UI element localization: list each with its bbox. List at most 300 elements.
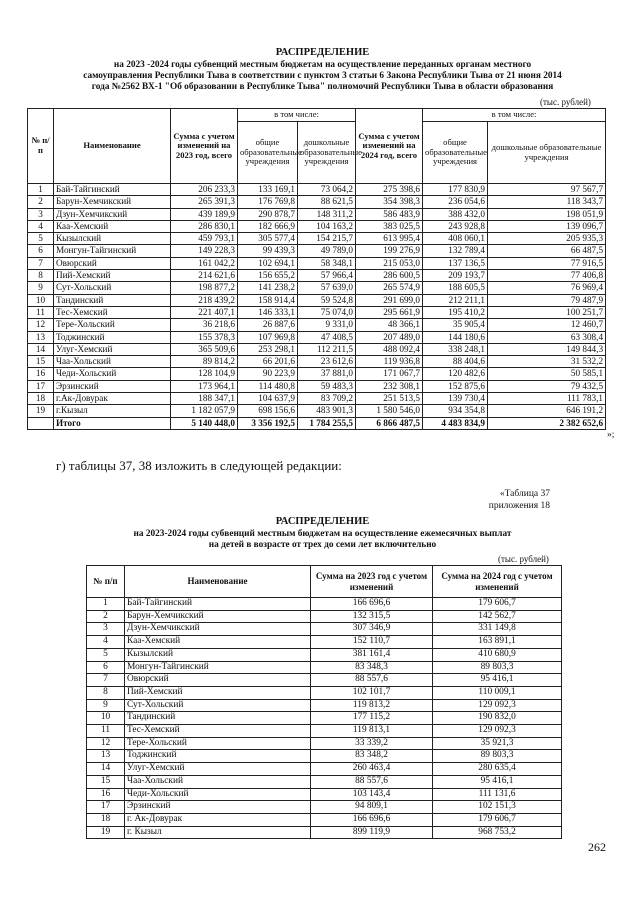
table-cell: 290 878,7 [238,208,298,220]
table-cell: 16 [87,788,125,801]
table-cell: 221 407,1 [171,306,238,318]
table-cell: 9 331,0 [298,319,356,331]
table-cell: 48 366,1 [356,319,423,331]
page-number: 262 [588,840,606,854]
table-cell: 88 557,6 [311,775,433,788]
table-cell: 968 753,2 [433,826,562,839]
table-cell: 7 [28,257,54,269]
table-cell: 35 921,3 [433,737,562,750]
table-cell: 698 156,6 [238,405,298,417]
table-cell: 3 [87,623,125,636]
table2-subtitle-line: на детей в возрасте от трех до семи лет включительно [208,540,437,550]
table-cell: 102 101,7 [311,686,433,699]
table-cell: 23 612,6 [298,356,356,368]
table-cell: 148 311,2 [298,208,356,220]
table-row [87,610,562,623]
table-cell: 146 333,1 [238,306,298,318]
table-cell: Бай-Тайгинский [125,598,311,611]
table-cell: 646 191,2 [488,405,606,417]
table-cell: Тоджинский [54,331,171,343]
table-row [87,674,562,687]
table-cell: 79 432,5 [488,380,606,392]
table-cell: 6 [28,245,54,257]
total-cell: 6 866 487,5 [356,417,423,429]
instruction-text: г) таблицы 37, 38 изложить в следующей редакции: [56,458,342,473]
table-cell: Дзун-Хемчикский [125,623,311,636]
table-row [28,196,606,208]
table-row [87,826,562,839]
table-cell: 488 092,4 [356,343,423,355]
table-cell: 260 463,4 [311,763,433,776]
table-cell: 899 119,9 [311,826,433,839]
table-cell: 338 248,1 [423,343,488,355]
table-cell: 190 832,0 [433,712,562,725]
annex-label [440,488,550,512]
table-cell: 381 161,4 [311,648,433,661]
table-cell: 18 [87,813,125,826]
table-cell: 280 635,4 [433,763,562,776]
table-row [28,245,606,257]
table-row [28,184,606,196]
table-cell: г. Ак-Довурак [125,813,311,826]
table-cell: 89 803,3 [433,750,562,763]
table-row [28,331,606,343]
table-cell: 218 439,2 [171,294,238,306]
table-cell: г.Кызыл [54,405,171,417]
table-cell: 179 606,7 [433,813,562,826]
table-cell: 132 315,5 [311,610,433,623]
table-cell: 14 [28,343,54,355]
table-row [28,319,606,331]
table-cell: 33 339,2 [311,737,433,750]
table-cell: Барун-Хемчикский [54,196,171,208]
table-cell: 161 042,2 [171,257,238,269]
table-cell: Бай-Тайгинский [54,184,171,196]
table-cell: 215 053,0 [356,257,423,269]
table-cell: 10 [87,712,125,725]
table-cell: 88 404,6 [423,356,488,368]
table-cell: Тандинский [125,712,311,725]
table-cell: 166 696,6 [311,813,433,826]
table-cell: 182 666,9 [238,220,298,232]
table-cell: 206 233,3 [171,184,238,196]
table1-body [28,184,606,430]
table-cell: 100 251,7 [488,306,606,318]
total-cell: 3 356 192,5 [238,417,298,429]
table-cell: 265 574,9 [356,282,423,294]
table-cell: Эрзинский [125,801,311,814]
table-cell: 139 096,7 [488,220,606,232]
table-cell: 177 830,9 [423,184,488,196]
col-name-header: Наименование [54,109,171,184]
col-general2024-header: общие образовательные учреждения [423,122,488,184]
table-cell: 129 092,3 [433,725,562,738]
table-cell: Барун-Хемчикский [125,610,311,623]
total-cell: 5 140 448,0 [171,417,238,429]
col-name-header: Наименование [125,566,311,598]
table1-subtitle-line: года №2562 ВХ-1 "Об образовании в Республике Тыва" полномочий Республики Тыва в области образования [91,82,554,92]
table-cell: 152 875,6 [423,380,488,392]
col-preschool2024-header: дошкольные образовательные учреждения [488,122,606,184]
table-cell: Каа-Хемский [54,220,171,232]
table-cell: 118 343,7 [488,196,606,208]
table-cell: 111 131,6 [433,788,562,801]
table-cell: 305 577,4 [238,233,298,245]
table-cell: 12 460,7 [488,319,606,331]
table-row [87,750,562,763]
table-cell: 365 509,6 [171,343,238,355]
table2-unit: (тыс. рублей) [498,554,549,564]
table1-title: РАСПРЕДЕЛЕНИЕ [275,47,370,58]
table-cell: Тес-Хемский [125,725,311,738]
table-row [28,294,606,306]
table-row [28,257,606,269]
table-cell: 75 074,0 [298,306,356,318]
table-cell: Улуг-Хемский [54,343,171,355]
table-cell: 236 054,6 [423,196,488,208]
table-cell: 120 482,6 [423,368,488,380]
table-cell: 265 391,3 [171,196,238,208]
table-cell: 95 416,1 [433,674,562,687]
table-cell: 77 406,8 [488,270,606,282]
table-cell: 88 621,5 [298,196,356,208]
table-cell: 158 914,4 [238,294,298,306]
table-row [28,380,606,392]
annex-line: «Таблица 37 [499,489,550,499]
table-cell: 50 585,1 [488,368,606,380]
table-cell: 47 408,5 [298,331,356,343]
table-cell: 83 709,2 [298,393,356,405]
table-cell: 152 110,7 [311,636,433,649]
table-cell: 88 557,6 [311,674,433,687]
col-num-header: № п/п [28,109,54,184]
table-cell: Улуг-Хемский [125,763,311,776]
table-cell: 331 149,8 [433,623,562,636]
col-sum2024-header: Сумма на 2024 год с учетом изменений [433,566,562,598]
table-cell: 9 [28,282,54,294]
table-cell: 214 621,6 [171,270,238,282]
table-cell: 31 532,2 [488,356,606,368]
table-row [87,801,562,814]
table-cell: 149 844,3 [488,343,606,355]
table-cell: Монгун-Тайгинский [54,245,171,257]
table-row [28,306,606,318]
table-cell: Чеди-Хольский [54,368,171,380]
closing-quote: »; [607,430,615,440]
table-cell: 26 887,6 [238,319,298,331]
table-cell: 83 348,2 [311,750,433,763]
table-cell: 49 789,0 [298,245,356,257]
table-cell: 195 410,2 [423,306,488,318]
table1 [27,108,606,430]
table-cell: Эрзинский [54,380,171,392]
table-cell: Тес-Хемский [54,306,171,318]
table-cell: 1 580 546,0 [356,405,423,417]
table-cell: 141 238,2 [238,282,298,294]
table-cell: 307 346,9 [311,623,433,636]
table-cell: 8 [28,270,54,282]
table-cell: 586 483,9 [356,208,423,220]
table-row [28,233,606,245]
table-cell: 188 347,1 [171,393,238,405]
table-row [87,788,562,801]
table-cell: 6 [87,661,125,674]
table-cell: 137 136,5 [423,257,488,269]
table-cell: 144 180,6 [423,331,488,343]
table-cell: 5 [87,648,125,661]
table-row [87,712,562,725]
table-cell: 177 115,2 [311,712,433,725]
table-cell: 119 936,8 [356,356,423,368]
table-cell: 4 [28,220,54,232]
table-cell: 102 694,1 [238,257,298,269]
table-cell: 13 [28,331,54,343]
table-cell: 439 189,9 [171,208,238,220]
table-row [87,763,562,776]
table-cell: 11 [28,306,54,318]
table-cell: Тоджинский [125,750,311,763]
table-cell: Пий-Хемский [125,686,311,699]
table2-subtitle [40,529,605,551]
table-cell: 173 964,1 [171,380,238,392]
col-sum2023-header: Сумма с учетом изменений на 2023 год, всего [171,109,238,184]
table-cell: 198 877,2 [171,282,238,294]
table-cell: 66 487,5 [488,245,606,257]
table-cell: 95 416,1 [433,775,562,788]
table-cell: 57 639,0 [298,282,356,294]
col-num-header: № п/п [87,566,125,598]
table-cell: 66 201,6 [238,356,298,368]
table-cell: 2 [28,196,54,208]
table-cell: 155 378,3 [171,331,238,343]
table-cell: 17 [28,380,54,392]
table-row [87,623,562,636]
table-cell: 1 182 057,9 [171,405,238,417]
col-sum2023-header: Сумма на 2023 год с учетом изменений [311,566,433,598]
table-cell: 212 211,1 [423,294,488,306]
table-row [87,686,562,699]
table-cell: 15 [28,356,54,368]
table-cell: Кызылский [54,233,171,245]
table-cell: 19 [87,826,125,839]
table-row [87,636,562,649]
table-cell: 90 223,9 [238,368,298,380]
table-cell: 76 969,4 [488,282,606,294]
table-cell: 5 [28,233,54,245]
table-cell: 154 215,7 [298,233,356,245]
table-cell: 73 064,2 [298,184,356,196]
table-cell: 77 916,5 [488,257,606,269]
including-header: в том числе: [423,109,606,122]
table1-subtitle-line: на 2023 -2024 годы субвенций местным бюджетам на осуществление переданных органам местного [113,60,532,70]
col-sum2024-header: Сумма с учетом изменений на 2024 год, всего [356,109,423,184]
table-cell: 286 830,1 [171,220,238,232]
table-cell: 198 051,9 [488,208,606,220]
table-cell: 388 432,0 [423,208,488,220]
table-row [87,598,562,611]
table-cell: Овюрский [54,257,171,269]
table-cell: Дзун-Хемчикский [54,208,171,220]
table-cell: 132 789,4 [423,245,488,257]
table-cell: 110 009,1 [433,686,562,699]
table1-subtitle [40,60,605,93]
table2-title: РАСПРЕДЕЛЕНИЕ [275,516,370,527]
table-row [87,737,562,750]
table-cell: Каа-Хемский [125,636,311,649]
table-cell: 133 169,1 [238,184,298,196]
table-cell: 207 489,0 [356,331,423,343]
table-cell: 253 298,1 [238,343,298,355]
total-cell: 2 382 652,6 [488,417,606,429]
table-cell: 4 [87,636,125,649]
table-cell: Чаа-Хольский [54,356,171,368]
table-cell: Сут-Хольский [54,282,171,294]
table-row [87,648,562,661]
table-row [28,208,606,220]
table-cell: 11 [87,725,125,738]
table-cell: 209 193,7 [423,270,488,282]
table-cell: 205 935,3 [488,233,606,245]
table-cell: 102 151,3 [433,801,562,814]
annex-line: приложения 18 [488,501,550,511]
table-cell: 613 995,4 [356,233,423,245]
table-cell: 16 [28,368,54,380]
table-cell: 119 813,2 [311,699,433,712]
table-cell: 142 562,7 [433,610,562,623]
table-row [28,282,606,294]
table-cell: 1 [87,598,125,611]
table-cell: Монгун-Тайгинский [125,661,311,674]
table-row [87,725,562,738]
table-cell: 36 218,6 [171,319,238,331]
table-cell: 15 [87,775,125,788]
table-cell: 188 605,5 [423,282,488,294]
table-cell: Пий-Хемский [54,270,171,282]
table-cell: 111 783,1 [488,393,606,405]
table2-subtitle-line: на 2023-2024 годы субвенций местным бюджетам на осуществление ежемесячных выплат [133,529,512,539]
table-cell: 129 092,3 [433,699,562,712]
table1-unit: (тыс. рублей) [540,97,591,107]
table-row [28,343,606,355]
table-cell: 83 348,3 [311,661,433,674]
table-cell: Кызылский [125,648,311,661]
table-cell: 1 [28,184,54,196]
table-cell: 12 [28,319,54,331]
table-row [28,270,606,282]
total-cell [28,417,54,429]
table-cell: 171 067,7 [356,368,423,380]
table-cell: 13 [87,750,125,763]
table-cell: 383 025,5 [356,220,423,232]
table-cell: 354 398,3 [356,196,423,208]
table-cell: 251 513,5 [356,393,423,405]
table-cell: 295 661,9 [356,306,423,318]
table-cell: Тандинский [54,294,171,306]
table-cell: 3 [28,208,54,220]
total-row [28,417,606,429]
table-cell: 7 [87,674,125,687]
table-cell: Чаа-Хольский [125,775,311,788]
table-cell: 179 606,7 [433,598,562,611]
table-cell: 58 348,1 [298,257,356,269]
table-row [28,368,606,380]
table-cell: 8 [87,686,125,699]
table-cell: 166 696,6 [311,598,433,611]
table-cell: Сут-Хольский [125,699,311,712]
table-cell: 12 [87,737,125,750]
table-cell: Тере-Хольский [125,737,311,750]
table-cell: 128 104,9 [171,368,238,380]
table-cell: 89 814,2 [171,356,238,368]
table-cell: 89 803,3 [433,661,562,674]
table-cell: 286 600,5 [356,270,423,282]
table-cell: 94 809,1 [311,801,433,814]
table2-body [87,598,562,839]
table1-subtitle-line: самоуправления Республики Тыва в соответствии с пунктом 3 статьи 6 Закона Республики Тыва от 21 июня 2014 [83,71,562,81]
table-cell: 114 480,8 [238,380,298,392]
total-cell: 1 784 255,5 [298,417,356,429]
table-cell: 410 680,9 [433,648,562,661]
table-cell: 112 211,5 [298,343,356,355]
table-cell: 104 637,9 [238,393,298,405]
table-cell: 10 [28,294,54,306]
table-cell: 14 [87,763,125,776]
table-cell: 156 655,2 [238,270,298,282]
table-cell: 9 [87,699,125,712]
table-cell: 149 228,3 [171,245,238,257]
table-row [87,661,562,674]
table-cell: 459 793,1 [171,233,238,245]
total-cell: Итого [54,417,171,429]
table-cell: 17 [87,801,125,814]
table-cell: 243 928,8 [423,220,488,232]
table-cell: 291 699,0 [356,294,423,306]
table-cell: 59 524,8 [298,294,356,306]
table-cell: Чеди-Хольский [125,788,311,801]
table-cell: 104 163,2 [298,220,356,232]
table-cell: 35 905,4 [423,319,488,331]
table-cell: 275 398,6 [356,184,423,196]
table-cell: г.Ак-Довурак [54,393,171,405]
table-cell: 408 060,1 [423,233,488,245]
table-cell: 232 308,1 [356,380,423,392]
table-cell: 99 439,3 [238,245,298,257]
table-row [28,405,606,417]
table-cell: Овюрский [125,674,311,687]
table-cell: 163 891,1 [433,636,562,649]
table-cell: г. Кызыл [125,826,311,839]
table-row [87,699,562,712]
table-row [28,393,606,405]
table-row [28,356,606,368]
table-cell: 2 [87,610,125,623]
table-cell: 103 143,4 [311,788,433,801]
table-cell: 57 966,4 [298,270,356,282]
table-cell: 119 813,1 [311,725,433,738]
col-general2023-header: общие образовательные учреждения [238,122,298,184]
table-cell: 107 969,8 [238,331,298,343]
table-cell: 37 881,0 [298,368,356,380]
table-cell: 176 769,8 [238,196,298,208]
table-cell: 59 483,3 [298,380,356,392]
col-preschool2023-header: дошкольные образовательные учреждения [298,122,356,184]
including-header: в том числе: [238,109,356,122]
table-cell: 97 567,7 [488,184,606,196]
table-cell: Тере-Хольский [54,319,171,331]
table-cell: 63 308,4 [488,331,606,343]
table-row [87,775,562,788]
total-cell: 4 483 834,9 [423,417,488,429]
